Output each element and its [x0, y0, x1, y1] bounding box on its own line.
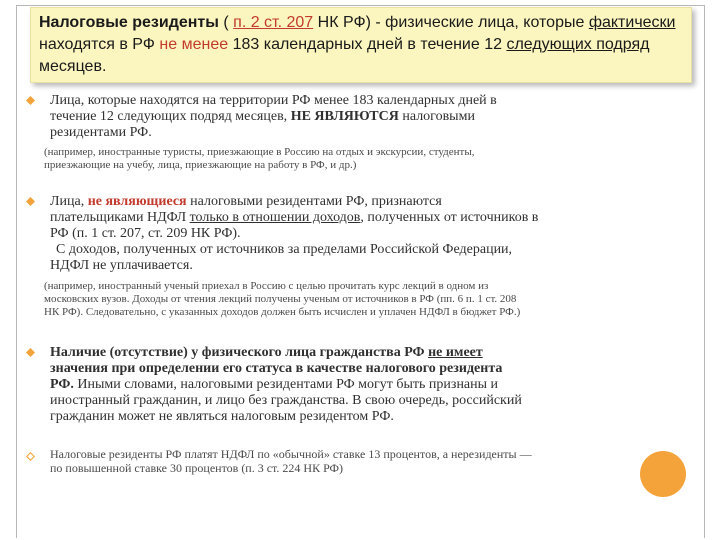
- p3-no-matter: не имеет: [428, 345, 483, 360]
- p1-line1: Лица, которые находятся на территории РФ менее 183 календарных дней в: [50, 93, 497, 108]
- p1-line3: резидентами РФ.: [50, 125, 152, 140]
- p1-not-residents: НЕ ЯВЛЯЮТСЯ: [290, 109, 399, 124]
- note-lecturer-example: [44, 280, 692, 319]
- p4-line1: Налоговые резиденты РФ платят НДФЛ по «обычной» ставке 13 процентов, а нерезиденты —: [50, 447, 532, 461]
- frame-top-border: [16, 5, 705, 6]
- title-law-reference: п. 2 ст. 207: [233, 14, 314, 31]
- paragraph-nonresidents: [50, 93, 692, 141]
- p3-line3b: Иными словами, налоговыми резидентами РФ могут быть признаны и: [73, 377, 499, 392]
- p1-note2: приезжающие на учебу, лица, приезжающие на работу в РФ, и др.): [44, 159, 357, 171]
- diamond-outline-bullet-icon: [26, 452, 35, 461]
- p2-line1a: Лица,: [50, 194, 88, 209]
- p3-line3a: РФ.: [50, 377, 74, 392]
- p2-line1c: налоговыми резидентами РФ, признаются: [186, 194, 442, 209]
- p4-line2: по повышенной ставке 30 процентов (п. 3 ст. 224 НК РФ): [50, 461, 344, 475]
- p1-line2a: течение 12 следующих подряд месяцев,: [50, 109, 291, 124]
- diamond-bullet-icon: [26, 348, 35, 357]
- frame-left-border: [16, 5, 17, 538]
- p1-line2c: налоговыми: [398, 109, 475, 124]
- title-consecutive: следующих подряд: [506, 36, 650, 53]
- diamond-bullet-icon: [26, 197, 35, 206]
- title-definition-part2: находятся в РФ: [39, 36, 160, 53]
- note-nonresidents-examples: [44, 146, 692, 172]
- p1-note1: (например, иностранные туристы, приезжающие в Россию на отдых и экскурсии, студенты,: [44, 146, 475, 158]
- p3-line5: гражданин может не являться налоговым резидентом РФ.: [50, 409, 394, 424]
- p2-note2: московских вузов. Доходы от чтения лекций получены ученым от источников в РФ (пп. 6 п. 1 ст. 208: [44, 293, 517, 305]
- title-text: [39, 12, 683, 78]
- p2-line3: РФ (п. 1 ст. 207, ст. 209 НК РФ).: [50, 226, 241, 241]
- title-definition-part3: 183 календарных дней в течение 12: [228, 36, 507, 53]
- title-definition-part1: НК РФ) - физические лица, которые: [313, 14, 589, 31]
- p2-line2c: , полученных от источников в: [360, 210, 539, 225]
- title-definition-part4: месяцев.: [39, 58, 107, 75]
- p2-line2a: плательщиками НДФЛ: [50, 210, 190, 225]
- p3-line2: значения при определении его статуса в качестве налогового резидента: [50, 361, 503, 376]
- title-box: [30, 7, 692, 83]
- p2-line5: НДФЛ не уплачивается.: [50, 258, 193, 273]
- decorative-orange-circle: [640, 451, 686, 497]
- p2-note1: (например, иностранный ученый приехал в Россию с целью прочитать курс лекций в одном из: [44, 280, 489, 292]
- title-actually: фактически: [588, 14, 676, 31]
- paragraph-tax-rates: [50, 447, 690, 475]
- paragraph-taxpayers: [50, 194, 692, 274]
- p2-line4: С доходов, полученных от источников за пределами Российской Федерации,: [56, 242, 513, 257]
- p2-note3: НК РФ). Следовательно, с указанных доходов должен быть исчислен и уплачен НДФЛ в бюджет РФ.): [44, 306, 521, 318]
- p2-non-residents: не являющиеся: [87, 194, 187, 209]
- paragraph-citizenship: [50, 345, 692, 425]
- frame-right-border: [704, 5, 705, 538]
- p3-line1a: Наличие (отсутствие) у физического лица гражданства РФ: [50, 345, 429, 360]
- title-paren-open: (: [218, 14, 234, 31]
- title-not-less: не менее: [159, 36, 229, 53]
- p3-line4: иностранный гражданин, и лицо без гражданства. В свою очередь, российский: [50, 393, 522, 408]
- title-term: Налоговые резиденты: [39, 14, 219, 31]
- diamond-bullet-icon: [26, 96, 35, 105]
- p2-only-incomes: только в отношении доходов: [189, 210, 361, 225]
